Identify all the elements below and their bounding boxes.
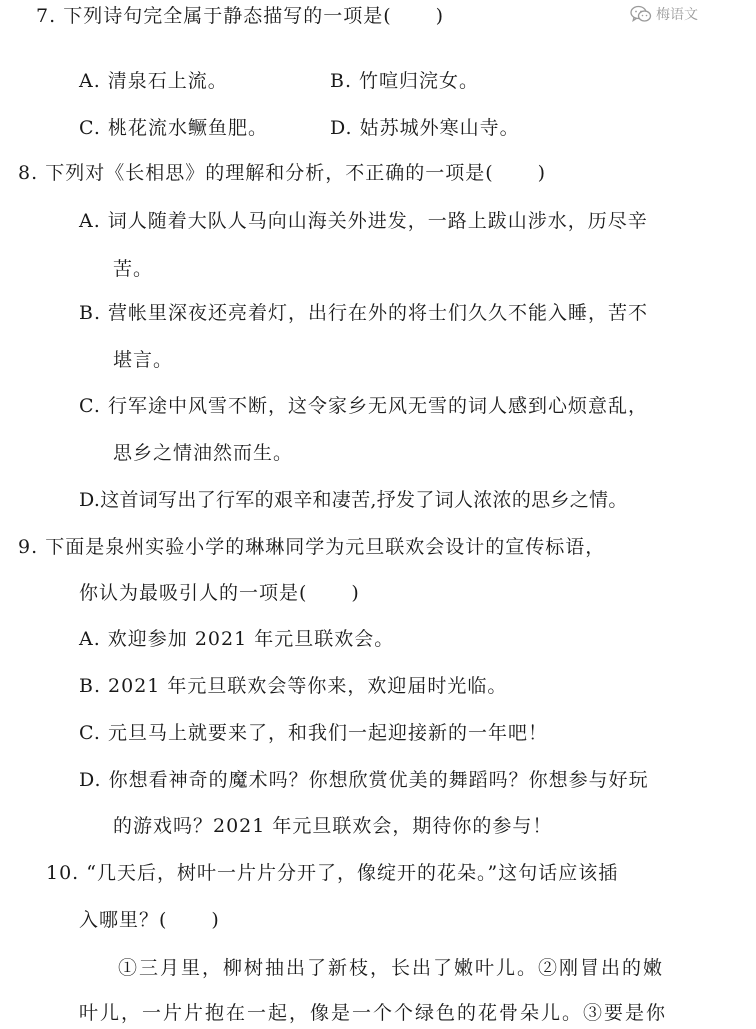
option-d: D. 你想看神奇的魔术吗？你想欣赏优美的舞蹈吗？你想参与好玩 <box>79 769 649 791</box>
paren-close: ) <box>211 909 220 931</box>
paren-close: ) <box>435 5 445 27</box>
option-b: B. 竹喧归浣女。 <box>330 70 480 92</box>
question-text: 入哪里？( <box>79 909 168 931</box>
option-c: C. 行军途中风雪不断，这令家乡无风无雪的词人感到心烦意乱， <box>79 395 648 417</box>
question-number: 9. <box>18 536 39 558</box>
option-b: B. 营帐里深夜还亮着灯，出行在外的将士们久久不能入睡，苦不 <box>79 302 649 324</box>
watermark <box>630 4 698 24</box>
paren-close: ) <box>351 582 360 604</box>
question-number: 7. <box>36 5 57 27</box>
question-number: 10. <box>46 862 80 884</box>
paren-close: ) <box>537 162 547 184</box>
wechat-icon <box>630 5 652 23</box>
option-a: A. 欢迎参加 2021 年元旦联欢会。 <box>79 628 395 650</box>
question-text: 下列诗句完全属于静态描写的一项是( <box>63 5 392 27</box>
option-c: C. 桃花流水鳜鱼肥。 <box>79 117 268 139</box>
option-b-cont: 堪言。 <box>113 349 174 371</box>
question-number: 8. <box>18 162 39 184</box>
option-c-cont: 思乡之情油然而生。 <box>113 442 294 464</box>
question-text: 下列对《长相思》的理解和分析，不正确的一项是( <box>45 162 494 184</box>
option-d-cont: 的游戏吗？2021 年元旦联欢会，期待你的参与！ <box>113 815 553 837</box>
option-d: D. 姑苏城外寒山寺。 <box>330 117 520 139</box>
question-7-stem <box>36 3 444 29</box>
option-c: C. 元旦马上就要来了，和我们一起迎接新的一年吧！ <box>79 722 548 744</box>
reading-passage: ①三月里，柳树抽出了新枝，长出了嫩叶儿。②刚冒出的嫩 <box>118 957 665 979</box>
question-text: 你认为最吸引人的一项是( <box>79 582 308 604</box>
option-a-cont: 苦。 <box>113 258 154 280</box>
question-8-stem <box>18 160 546 186</box>
reading-passage-cont: 叶儿，一片片抱在一起，像是一个个绿色的花骨朵儿。③要是你 <box>79 1002 668 1024</box>
question-9-stem-cont <box>79 580 360 606</box>
question-9-stem <box>18 534 605 560</box>
option-a: A. 清泉石上流。 <box>79 70 228 92</box>
option-b: B. 2021 年元旦联欢会等你来，欢迎届时光临。 <box>79 675 508 697</box>
watermark-label: 梅语文 <box>656 7 698 23</box>
option-d: D.这首词写出了行军的艰辛和凄苦,抒发了词人浓浓的思乡之情。 <box>79 489 628 511</box>
question-10-stem <box>46 860 618 886</box>
question-text: 下面是泉州实验小学的琳琳同学为元旦联欢会设计的宣传标语， <box>45 536 606 558</box>
option-a: A. 词人随着大队人马向山海关外进发，一路上跋山涉水，历尽辛 <box>79 210 648 232</box>
question-10-stem-cont <box>79 907 220 933</box>
question-text: “几天后，树叶一片片分开了，像绽开的花朵。”这句话应该插 <box>86 862 619 884</box>
